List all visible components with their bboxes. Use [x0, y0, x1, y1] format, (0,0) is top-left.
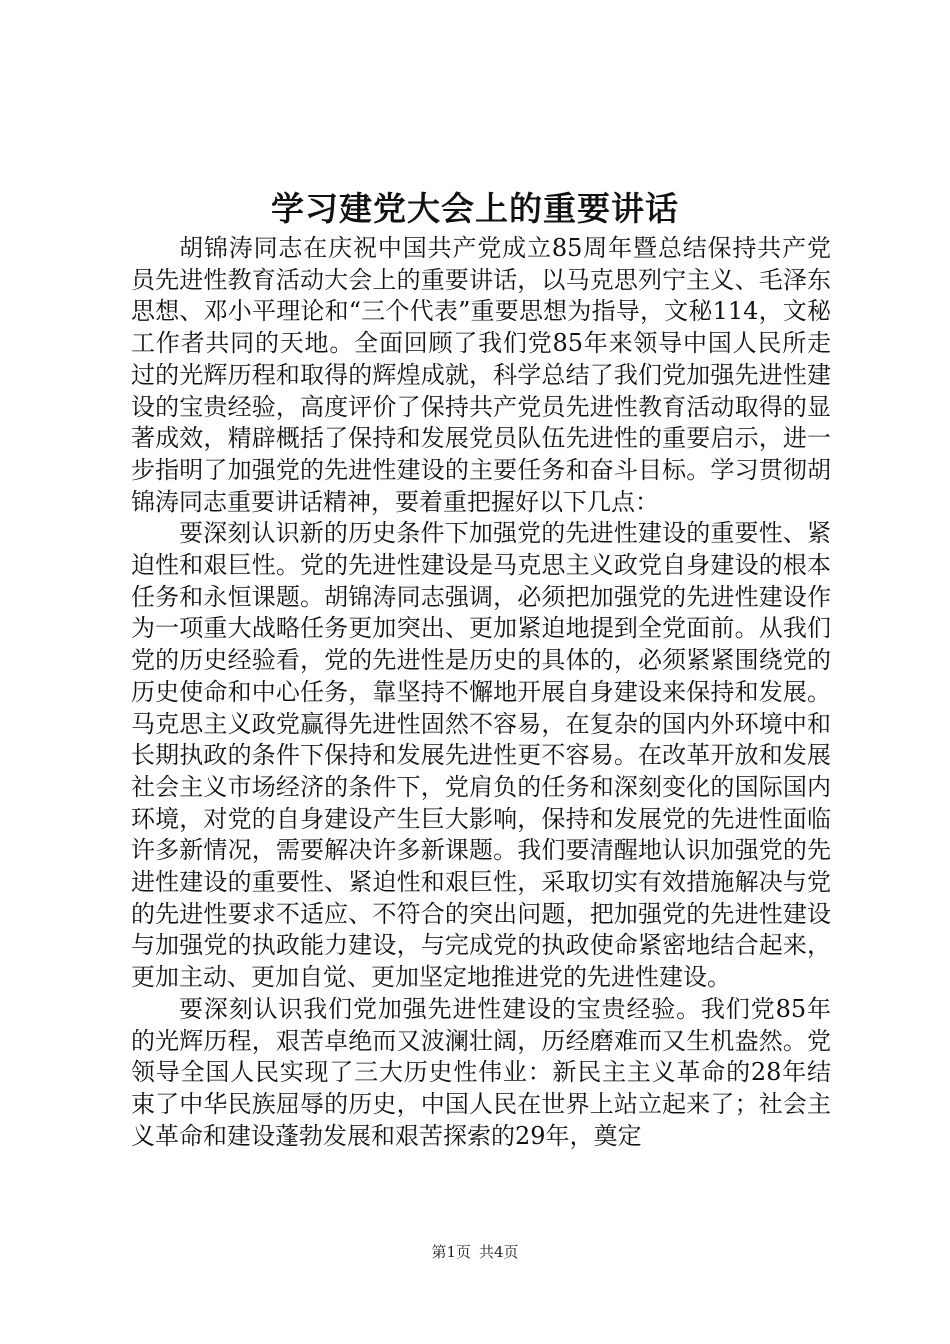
paragraph-1: 胡锦涛同志在庆祝中国共产党成立85周年暨总结保持共产党员先进性教育活动大会上的重要讲话，以马克思列宁主义、毛泽东思想、邓小平理论和“三个代表”重要思想为指导，文秘114，文秘工作者共同的天地。全面回顾了我们党85年来领导中国人民所走过的光辉历程和取得的辉煌成就，科学总结了我们党加强先进性建设的宝贵经验，高度评价了保持共产党员先进性教育活动取得的显著成效，精辟概括了保持和发展党员队伍先进性的重要启示，进一步指明了加强党的先进性建设的主要任务和奋斗目标。学习贯彻胡锦涛同志重要讲话精神，要着重把握好以下几点：	[131, 234, 831, 516]
page-number-current: 第1页	[431, 1243, 471, 1261]
paragraph-2: 要深刻认识新的历史条件下加强党的先进性建设的重要性、紧迫性和艰巨性。党的先进性建设是马克思主义政党自身建设的根本任务和永恒课题。胡锦涛同志强调，必须把加强党的先进性建设作为一项重大战略任务更加突出、更加紧迫地提到全党面前。从我们党的历史经验看，党的先进性是历史的具体的，必须紧紧围绕党的历史使命和中心任务，靠坚持不懈地开展自身建设来保持和发展。马克思主义政党赢得先进性固然不容易，在复杂的国内外环境中和长期执政的条件下保持和发展先进性更不容易。在改革开放和发展社会主义市场经济的条件下，党肩负的任务和深刻变化的国际国内环境，对党的自身建设产生巨大影响，保持和发展党的先进性面临许多新情况，需要解决许多新课题。我们要清醒地认识加强党的先进性建设的重要性、紧迫性和艰巨性，采取切实有效措施解决与党的先进性要求不适应、不符合的突出问题，把加强党的先进性建设与加强党的执政能力建设，与完成党的执政使命紧密地结合起来，更加主动、更加自觉、更加坚定地推进党的先进性建设。	[131, 519, 831, 992]
document-body	[131, 233, 831, 1152]
paragraph-3: 要深刻认识我们党加强先进性建设的宝贵经验。我们党85年的光辉历程，艰苦卓绝而又波澜壮阔，历经磨难而又生机盎然。党领导全国人民实现了三大历史性伟业：新民主主义革命的28年结束了中华民族屈辱的历史，中国人民在世界上站立起来了；社会主义革命和建设蓬勃发展和艰苦探索的29年，奠定	[131, 994, 831, 1150]
document-title: 学习建党大会上的重要讲话	[271, 189, 679, 228]
page-footer	[0, 1242, 950, 1262]
page-number-total: 共4页	[479, 1243, 519, 1261]
